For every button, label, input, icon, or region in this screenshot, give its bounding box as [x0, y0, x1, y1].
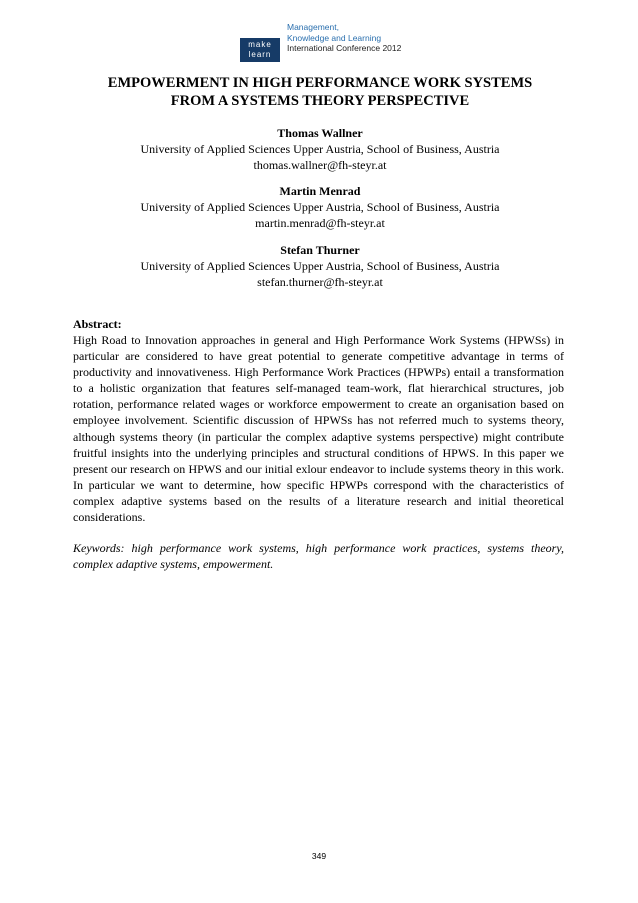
author-name: Thomas Wallner	[277, 126, 363, 140]
author-name: Martin Menrad	[279, 184, 361, 198]
author-email: stefan.thurner@fh-steyr.at	[257, 275, 383, 289]
author-block	[60, 242, 580, 290]
paper-title-line1: EMPOWERMENT IN HIGH PERFORMANCE WORK SYSTEMS	[107, 75, 533, 91]
paper-title-line2: FROM A SYSTEMS THEORY PERSPECTIVE	[170, 93, 470, 109]
logo-mark-line1: make	[248, 40, 272, 49]
conference-logo	[240, 22, 402, 62]
author-affiliation: University of Applied Sciences Upper Austria, School of Business, Austria	[140, 142, 500, 156]
conference-name-line2: Knowledge and Learning	[287, 32, 382, 43]
logo-mark-line2: learn	[248, 50, 272, 59]
author-email: thomas.wallner@fh-steyr.at	[253, 158, 387, 172]
author-affiliation: University of Applied Sciences Upper Austria, School of Business, Austria	[140, 200, 500, 214]
abstract-text: High Road to Innovation approaches in general and High Performance Work Systems (HPWSs) in particular are considered to have great potential to generate competitive advantage in terms of productivity and innovativeness. High Performance Work Practices (HPWPs) entail a transformation to a holistic organization that features self-managed team-work, flat hierarchical structures, job rotation, performance related wages or workforce empowerment to create an organisation based on employee involvement. Scientific discussion of HPWSs has not referred much to systems theory, although systems theory (in particular the complex adaptive systems perspective) might contribute fruitful insights into the underlying principles and structural conditions of HPWS. In this paper we present our research on HPWS and our initial exlour endeavor to include systems theory in this work. In particular we want to determine, how specific HPWPs correspond with the characteristics of complex adaptive systems based on the results of a literature research and initial theoretical considerations.	[73, 333, 564, 525]
page-number: 349	[311, 851, 327, 861]
author-email: martin.menrad@fh-steyr.at	[255, 216, 385, 230]
author-affiliation: University of Applied Sciences Upper Austria, School of Business, Austria	[140, 259, 500, 273]
paper-title	[60, 74, 580, 110]
author-block	[60, 125, 580, 173]
author-name: Stefan Thurner	[280, 243, 360, 257]
conference-name	[287, 22, 401, 54]
author-block	[60, 183, 580, 231]
abstract-heading: Abstract:	[73, 317, 122, 331]
conference-name-line1: Management,	[287, 22, 339, 32]
keywords: Keywords: high performance work systems, high performance work practices, systems theory, complex adaptive systems, empowerment.	[73, 541, 564, 572]
conference-name-line3: International Conference 2012	[287, 43, 402, 53]
